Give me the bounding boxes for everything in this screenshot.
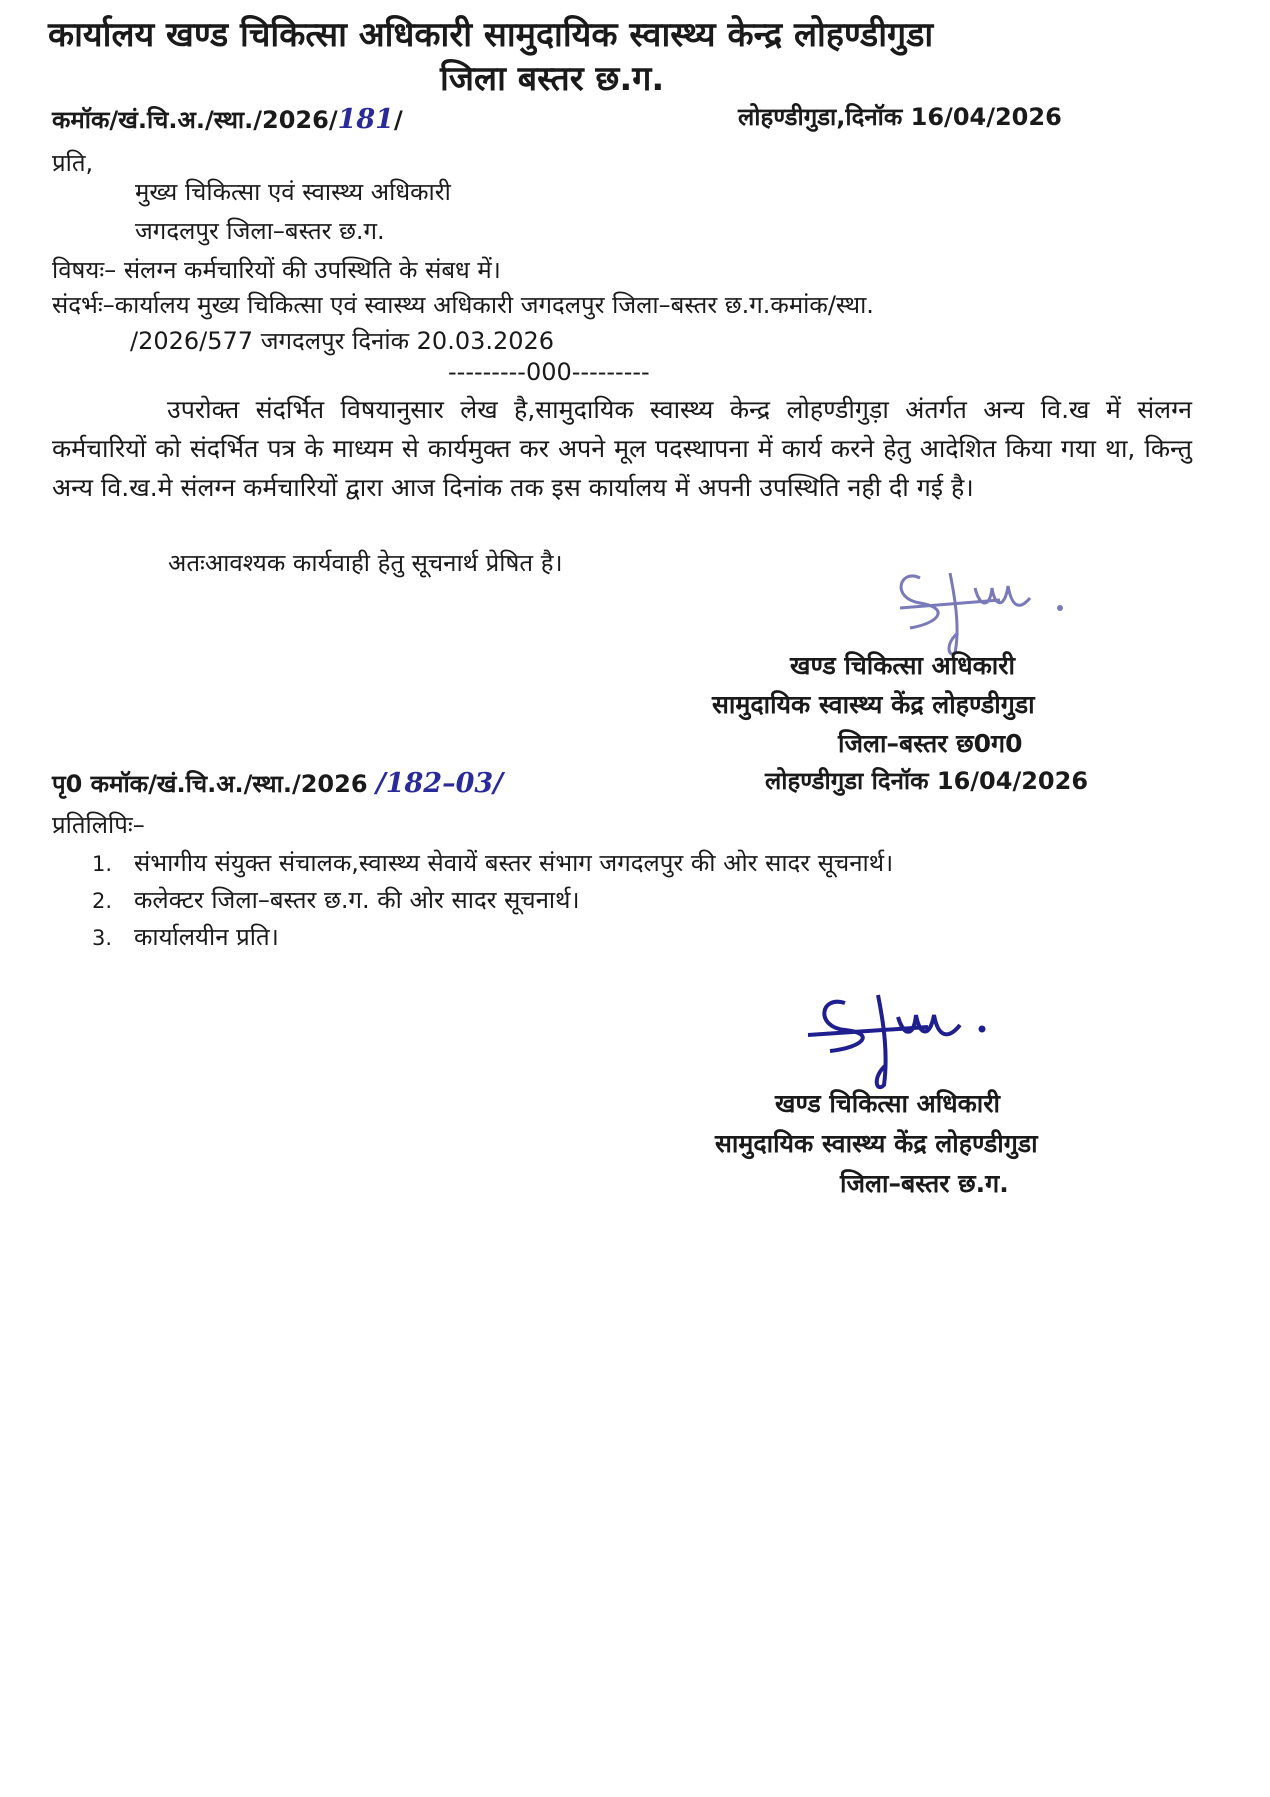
sig2-district: जिला–बस्तर छ.ग. [840,1169,1009,1198]
handwritten-ref: 181 [337,104,394,135]
sig1-designation: खण्ड चिकित्सा अधिकारी [790,651,1015,680]
closing-line: अतःआवश्यक कार्यवाही हेतु सूचनार्थ प्रेषित है। [168,549,563,577]
signature-image-2 [800,985,1000,1095]
copy-ref-number: पृ0 कमॉक/खं.चि.अ./स्था./2026 /182–03/ [52,768,504,799]
signature-image-1 [880,548,1080,658]
sig2-designation: खण्ड चिकित्सा अधिकारी [775,1089,1000,1118]
sig1-office: सामुदायिक स्वास्थ्य केंद्र लोहण्डीगुडा [712,690,1035,719]
letter-ref-number: कमॉक/खं.चि.अ./स्था./2026/181/ [52,104,403,135]
addressee-line1: मुख्य चिकित्सा एवं स्वास्थ्य अधिकारी [135,178,451,206]
separator: ---------000--------- [448,358,650,386]
sig2-office: सामुदायिक स्वास्थ्य केंद्र लोहण्डीगुडा [715,1129,1038,1158]
copy-item: 2. कलेक्टर जिला–बस्तर छ.ग. की ओर सादर सूचनार्थ। [92,886,580,914]
copy-place-date: लोहण्डीगुडा दिनॉक 16/04/2026 [765,767,1089,795]
office-title-line1: कार्यालय खण्ड चिकित्सा अधिकारी सामुदायिक स्वास्थ्य केन्द्र लोहण्डीगुडा [48,15,934,55]
letter-place-date: लोहण्डीगुडा,दिनॉक 16/04/2026 [738,103,1062,131]
office-title-line2: जिला बस्तर छ.ग. [440,59,665,99]
handwritten-copy-ref: /182–03/ [375,768,504,799]
body-paragraph: उपरोक्त संदर्भित विषयानुसार लेख है,सामुदायिक स्वास्थ्य केन्द्र लोहण्डीगुड़ा अंतर्गत अन्य वि.ख में संलग्न कर्मचारियों को संदर्भित पत्र के माध्यम से कार्यमुक्त कर अपने मूल पदस्थापना में कार्य करने हेतु आदेशित किया गया था, किन्तु अन्य वि.ख.मे संलग्न कर्मचारियों द्वारा आज दिनांक तक इस कार्यालय में अपनी उपस्थिति नही दी गई है। [52,395,1192,502]
reference-line2: /2026/577 जगदलपुर दिनांक 20.03.2026 [130,327,555,355]
sig1-district: जिला–बस्तर छ0ग0 [838,729,1023,758]
copy-item: 3. कार्यालयीन प्रति। [92,923,279,951]
addressee-line2: जगदलपुर जिला–बस्तर छ.ग. [135,217,385,245]
to-label: प्रति, [52,149,94,177]
subject-line: विषयः– संलग्न कर्मचारियों की उपस्थिति के संबध में। [52,256,501,284]
copy-label: प्रतिलिपिः– [52,811,145,839]
reference-line1: संदर्भः–कार्यालय मुख्य चिकित्सा एवं स्वास्थ्य अधिकारी जगदलपुर जिला–बस्तर छ.ग.कमांक/स्था. [52,291,874,319]
copy-item: 1. संभागीय संयुक्त संचालक,स्वास्थ्य सेवायें बस्तर संभाग जगदलपुर की ओर सादर सूचनार्थ। [92,849,894,877]
